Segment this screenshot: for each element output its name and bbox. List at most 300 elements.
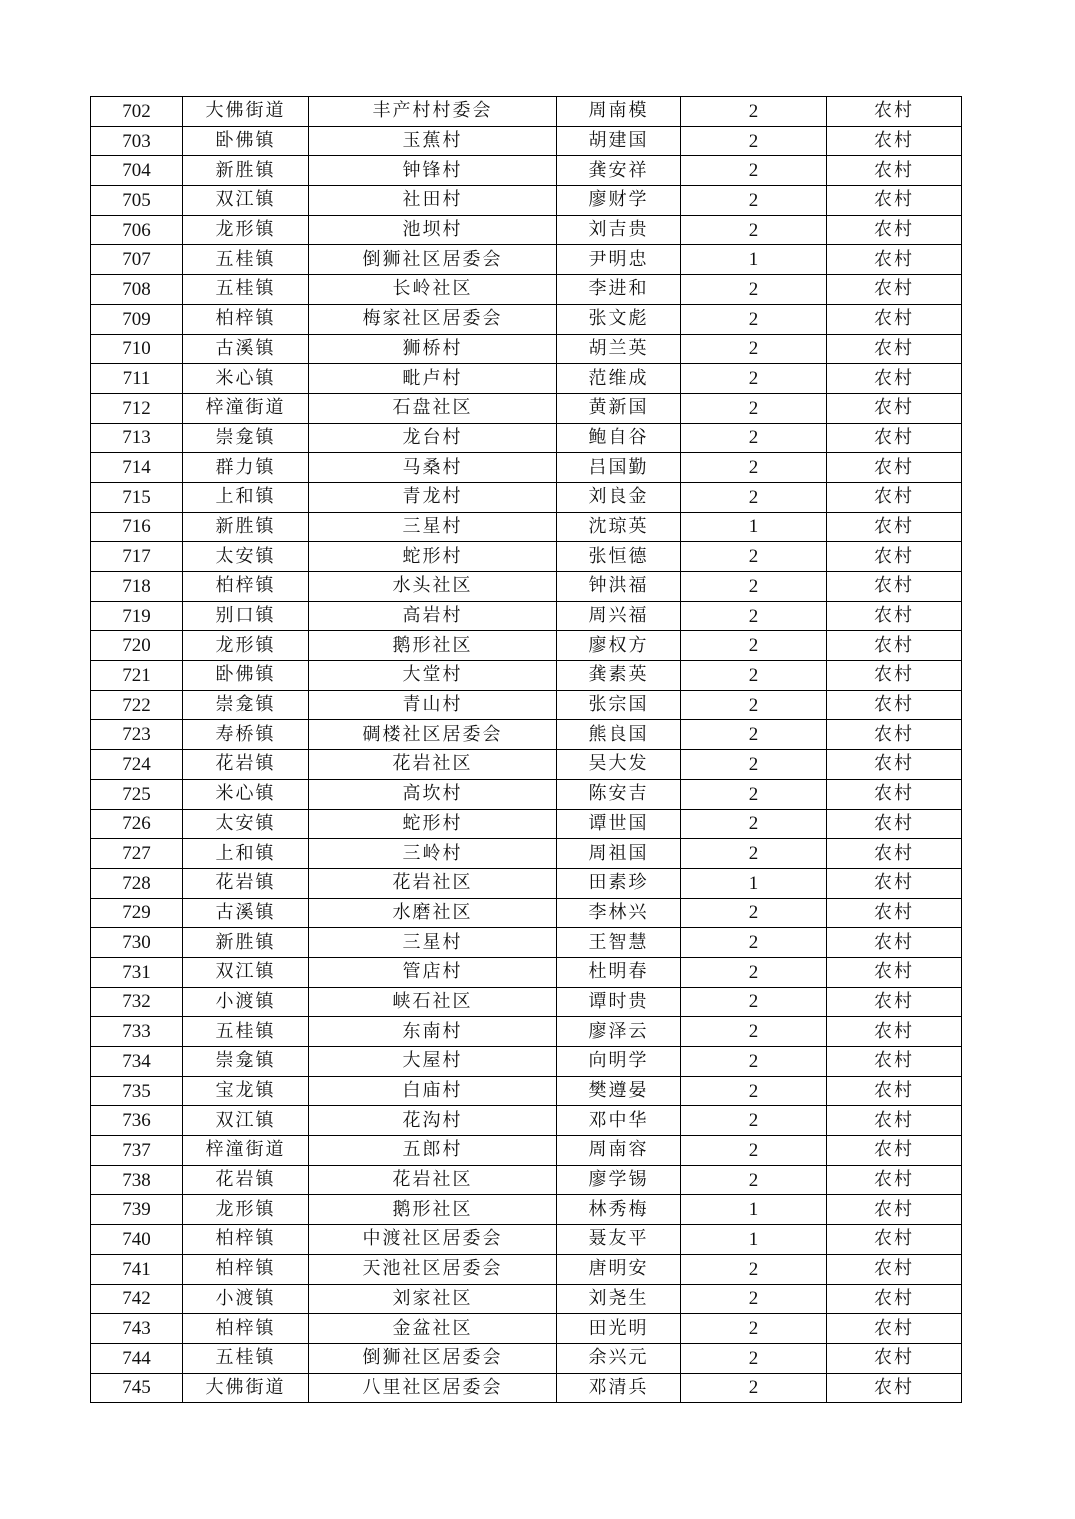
- count-cell: 2: [681, 275, 827, 305]
- town-name-cell: 龙形镇: [183, 1195, 309, 1225]
- community-name-cell: 三星村: [309, 512, 557, 542]
- category-cell: 农村: [827, 1373, 962, 1403]
- count-cell: 1: [681, 245, 827, 275]
- person-name-cell: 聂友平: [557, 1225, 681, 1255]
- table-body: [91, 97, 962, 1403]
- table-row: [91, 1136, 962, 1166]
- count-cell: 2: [681, 156, 827, 186]
- table-row: [91, 809, 962, 839]
- town-name-cell: 小渡镇: [183, 1284, 309, 1314]
- town-name-cell: 大佛街道: [183, 97, 309, 127]
- table-row: [91, 1106, 962, 1136]
- table-row: [91, 957, 962, 987]
- table-row: [91, 453, 962, 483]
- town-name-cell: 米心镇: [183, 364, 309, 394]
- town-name-cell: 古溪镇: [183, 898, 309, 928]
- community-name-cell: 花岩社区: [309, 868, 557, 898]
- category-cell: 农村: [827, 661, 962, 691]
- count-cell: 2: [681, 1106, 827, 1136]
- row-number-cell: 726: [91, 809, 183, 839]
- town-name-cell: 五桂镇: [183, 1343, 309, 1373]
- category-cell: 农村: [827, 809, 962, 839]
- community-name-cell: 鹅形社区: [309, 631, 557, 661]
- town-name-cell: 古溪镇: [183, 334, 309, 364]
- row-number-cell: 740: [91, 1225, 183, 1255]
- person-name-cell: 范维成: [557, 364, 681, 394]
- row-number-cell: 717: [91, 542, 183, 572]
- community-name-cell: 玉蕉村: [309, 126, 557, 156]
- town-name-cell: 五桂镇: [183, 245, 309, 275]
- table-row: [91, 364, 962, 394]
- row-number-cell: 728: [91, 868, 183, 898]
- person-name-cell: 刘良金: [557, 482, 681, 512]
- community-name-cell: 蛇形村: [309, 542, 557, 572]
- table-row: [91, 215, 962, 245]
- community-name-cell: 天池社区居委会: [309, 1254, 557, 1284]
- count-cell: 1: [681, 1195, 827, 1225]
- count-cell: 2: [681, 1017, 827, 1047]
- community-name-cell: 梅家社区居委会: [309, 304, 557, 334]
- category-cell: 农村: [827, 928, 962, 958]
- category-cell: 农村: [827, 1106, 962, 1136]
- person-name-cell: 廖学锡: [557, 1165, 681, 1195]
- category-cell: 农村: [827, 215, 962, 245]
- community-name-cell: 倒狮社区居委会: [309, 245, 557, 275]
- count-cell: 2: [681, 957, 827, 987]
- row-number-cell: 729: [91, 898, 183, 928]
- person-name-cell: 钟洪福: [557, 572, 681, 602]
- category-cell: 农村: [827, 779, 962, 809]
- town-name-cell: 双江镇: [183, 186, 309, 216]
- table-row: [91, 1076, 962, 1106]
- count-cell: 2: [681, 482, 827, 512]
- table-row: [91, 542, 962, 572]
- person-name-cell: 唐明安: [557, 1254, 681, 1284]
- table-row: [91, 750, 962, 780]
- person-name-cell: 樊遵晏: [557, 1076, 681, 1106]
- person-name-cell: 廖泽云: [557, 1017, 681, 1047]
- count-cell: 2: [681, 1136, 827, 1166]
- category-cell: 农村: [827, 957, 962, 987]
- community-name-cell: 中渡社区居委会: [309, 1225, 557, 1255]
- row-number-cell: 709: [91, 304, 183, 334]
- record-table: [90, 96, 962, 1403]
- community-name-cell: 青山村: [309, 690, 557, 720]
- row-number-cell: 725: [91, 779, 183, 809]
- table-row: [91, 482, 962, 512]
- count-cell: 2: [681, 334, 827, 364]
- row-number-cell: 734: [91, 1047, 183, 1077]
- category-cell: 农村: [827, 631, 962, 661]
- table-row: [91, 987, 962, 1017]
- count-cell: 2: [681, 1373, 827, 1403]
- row-number-cell: 730: [91, 928, 183, 958]
- person-name-cell: 刘吉贵: [557, 215, 681, 245]
- row-number-cell: 708: [91, 275, 183, 305]
- town-name-cell: 五桂镇: [183, 1017, 309, 1047]
- count-cell: 2: [681, 1314, 827, 1344]
- town-name-cell: 五桂镇: [183, 275, 309, 305]
- person-name-cell: 王智慧: [557, 928, 681, 958]
- category-cell: 农村: [827, 1017, 962, 1047]
- table-row: [91, 275, 962, 305]
- count-cell: 2: [681, 839, 827, 869]
- community-name-cell: 白庙村: [309, 1076, 557, 1106]
- table-row: [91, 1195, 962, 1225]
- count-cell: 2: [681, 1343, 827, 1373]
- community-name-cell: 东南村: [309, 1017, 557, 1047]
- community-name-cell: 五郎村: [309, 1136, 557, 1166]
- person-name-cell: 鲍自谷: [557, 423, 681, 453]
- category-cell: 农村: [827, 1343, 962, 1373]
- count-cell: 2: [681, 423, 827, 453]
- category-cell: 农村: [827, 482, 962, 512]
- category-cell: 农村: [827, 898, 962, 928]
- count-cell: 2: [681, 720, 827, 750]
- category-cell: 农村: [827, 334, 962, 364]
- person-name-cell: 李林兴: [557, 898, 681, 928]
- category-cell: 农村: [827, 186, 962, 216]
- community-name-cell: 大屋村: [309, 1047, 557, 1077]
- town-name-cell: 柏梓镇: [183, 304, 309, 334]
- person-name-cell: 廖权方: [557, 631, 681, 661]
- town-name-cell: 太安镇: [183, 542, 309, 572]
- category-cell: 农村: [827, 275, 962, 305]
- count-cell: 2: [681, 1284, 827, 1314]
- table-row: [91, 156, 962, 186]
- table-row: [91, 97, 962, 127]
- count-cell: 2: [681, 1047, 827, 1077]
- table-row: [91, 601, 962, 631]
- row-number-cell: 711: [91, 364, 183, 394]
- row-number-cell: 724: [91, 750, 183, 780]
- table-row: [91, 334, 962, 364]
- community-name-cell: 高岩村: [309, 601, 557, 631]
- row-number-cell: 716: [91, 512, 183, 542]
- row-number-cell: 712: [91, 393, 183, 423]
- row-number-cell: 720: [91, 631, 183, 661]
- category-cell: 农村: [827, 601, 962, 631]
- person-name-cell: 林秀梅: [557, 1195, 681, 1225]
- community-name-cell: 青龙村: [309, 482, 557, 512]
- row-number-cell: 731: [91, 957, 183, 987]
- table-row: [91, 1343, 962, 1373]
- person-name-cell: 邓清兵: [557, 1373, 681, 1403]
- row-number-cell: 736: [91, 1106, 183, 1136]
- count-cell: 2: [681, 215, 827, 245]
- count-cell: 2: [681, 661, 827, 691]
- category-cell: 农村: [827, 393, 962, 423]
- table-row: [91, 1225, 962, 1255]
- community-name-cell: 水磨社区: [309, 898, 557, 928]
- town-name-cell: 梓潼街道: [183, 1136, 309, 1166]
- row-number-cell: 745: [91, 1373, 183, 1403]
- person-name-cell: 谭时贵: [557, 987, 681, 1017]
- town-name-cell: 别口镇: [183, 601, 309, 631]
- town-name-cell: 大佛街道: [183, 1373, 309, 1403]
- person-name-cell: 周南模: [557, 97, 681, 127]
- person-name-cell: 周南容: [557, 1136, 681, 1166]
- row-number-cell: 744: [91, 1343, 183, 1373]
- count-cell: 2: [681, 572, 827, 602]
- row-number-cell: 741: [91, 1254, 183, 1284]
- town-name-cell: 花岩镇: [183, 868, 309, 898]
- person-name-cell: 张宗国: [557, 690, 681, 720]
- row-number-cell: 733: [91, 1017, 183, 1047]
- count-cell: 2: [681, 690, 827, 720]
- town-name-cell: 花岩镇: [183, 750, 309, 780]
- town-name-cell: 新胜镇: [183, 928, 309, 958]
- row-number-cell: 705: [91, 186, 183, 216]
- community-name-cell: 丰产村村委会: [309, 97, 557, 127]
- community-name-cell: 峡石社区: [309, 987, 557, 1017]
- person-name-cell: 张文彪: [557, 304, 681, 334]
- community-name-cell: 管店村: [309, 957, 557, 987]
- count-cell: 2: [681, 1076, 827, 1106]
- count-cell: 2: [681, 453, 827, 483]
- count-cell: 1: [681, 512, 827, 542]
- category-cell: 农村: [827, 364, 962, 394]
- person-name-cell: 田素珍: [557, 868, 681, 898]
- community-name-cell: 龙台村: [309, 423, 557, 453]
- row-number-cell: 739: [91, 1195, 183, 1225]
- person-name-cell: 尹明忠: [557, 245, 681, 275]
- count-cell: 2: [681, 97, 827, 127]
- table-row: [91, 631, 962, 661]
- category-cell: 农村: [827, 1225, 962, 1255]
- community-name-cell: 马桑村: [309, 453, 557, 483]
- count-cell: 2: [681, 364, 827, 394]
- community-name-cell: 三星村: [309, 928, 557, 958]
- person-name-cell: 张恒德: [557, 542, 681, 572]
- town-name-cell: 新胜镇: [183, 156, 309, 186]
- count-cell: 2: [681, 631, 827, 661]
- category-cell: 农村: [827, 1254, 962, 1284]
- person-name-cell: 田光明: [557, 1314, 681, 1344]
- count-cell: 2: [681, 601, 827, 631]
- table-row: [91, 126, 962, 156]
- count-cell: 1: [681, 868, 827, 898]
- row-number-cell: 718: [91, 572, 183, 602]
- table-row: [91, 898, 962, 928]
- table-row: [91, 1017, 962, 1047]
- count-cell: 2: [681, 750, 827, 780]
- town-name-cell: 寿桥镇: [183, 720, 309, 750]
- row-number-cell: 722: [91, 690, 183, 720]
- town-name-cell: 双江镇: [183, 957, 309, 987]
- table-row: [91, 839, 962, 869]
- community-name-cell: 水头社区: [309, 572, 557, 602]
- town-name-cell: 宝龙镇: [183, 1076, 309, 1106]
- person-name-cell: 邓中华: [557, 1106, 681, 1136]
- count-cell: 2: [681, 809, 827, 839]
- community-name-cell: 池坝村: [309, 215, 557, 245]
- table-row: [91, 661, 962, 691]
- row-number-cell: 714: [91, 453, 183, 483]
- person-name-cell: 胡兰英: [557, 334, 681, 364]
- row-number-cell: 719: [91, 601, 183, 631]
- town-name-cell: 新胜镇: [183, 512, 309, 542]
- category-cell: 农村: [827, 690, 962, 720]
- community-name-cell: 花岩社区: [309, 1165, 557, 1195]
- count-cell: 2: [681, 186, 827, 216]
- town-name-cell: 上和镇: [183, 482, 309, 512]
- person-name-cell: 谭世国: [557, 809, 681, 839]
- table-row: [91, 572, 962, 602]
- category-cell: 农村: [827, 156, 962, 186]
- category-cell: 农村: [827, 126, 962, 156]
- town-name-cell: 崇龛镇: [183, 1047, 309, 1077]
- town-name-cell: 米心镇: [183, 779, 309, 809]
- community-name-cell: 大堂村: [309, 661, 557, 691]
- town-name-cell: 上和镇: [183, 839, 309, 869]
- category-cell: 农村: [827, 542, 962, 572]
- person-name-cell: 李进和: [557, 275, 681, 305]
- town-name-cell: 龙形镇: [183, 215, 309, 245]
- town-name-cell: 梓潼街道: [183, 393, 309, 423]
- count-cell: 2: [681, 987, 827, 1017]
- community-name-cell: 社田村: [309, 186, 557, 216]
- row-number-cell: 742: [91, 1284, 183, 1314]
- row-number-cell: 713: [91, 423, 183, 453]
- table-row: [91, 1373, 962, 1403]
- row-number-cell: 704: [91, 156, 183, 186]
- table-row: [91, 928, 962, 958]
- table-row: [91, 1284, 962, 1314]
- table-row: [91, 1254, 962, 1284]
- row-number-cell: 702: [91, 97, 183, 127]
- category-cell: 农村: [827, 1136, 962, 1166]
- row-number-cell: 723: [91, 720, 183, 750]
- count-cell: 1: [681, 1225, 827, 1255]
- row-number-cell: 732: [91, 987, 183, 1017]
- count-cell: 2: [681, 126, 827, 156]
- count-cell: 2: [681, 1165, 827, 1195]
- person-name-cell: 刘尧生: [557, 1284, 681, 1314]
- community-name-cell: 石盘社区: [309, 393, 557, 423]
- category-cell: 农村: [827, 750, 962, 780]
- row-number-cell: 710: [91, 334, 183, 364]
- person-name-cell: 胡建国: [557, 126, 681, 156]
- row-number-cell: 707: [91, 245, 183, 275]
- town-name-cell: 柏梓镇: [183, 572, 309, 602]
- community-name-cell: 刘家社区: [309, 1284, 557, 1314]
- category-cell: 农村: [827, 1284, 962, 1314]
- community-name-cell: 花沟村: [309, 1106, 557, 1136]
- row-number-cell: 706: [91, 215, 183, 245]
- person-name-cell: 周兴福: [557, 601, 681, 631]
- table-row: [91, 690, 962, 720]
- table-row: [91, 1165, 962, 1195]
- person-name-cell: 黄新国: [557, 393, 681, 423]
- person-name-cell: 龚安祥: [557, 156, 681, 186]
- community-name-cell: 倒狮社区居委会: [309, 1343, 557, 1373]
- table-row: [91, 868, 962, 898]
- category-cell: 农村: [827, 512, 962, 542]
- town-name-cell: 群力镇: [183, 453, 309, 483]
- community-name-cell: 长岭社区: [309, 275, 557, 305]
- category-cell: 农村: [827, 1076, 962, 1106]
- person-name-cell: 陈安吉: [557, 779, 681, 809]
- community-name-cell: 三岭村: [309, 839, 557, 869]
- count-cell: 2: [681, 779, 827, 809]
- community-name-cell: 高坎村: [309, 779, 557, 809]
- town-name-cell: 龙形镇: [183, 631, 309, 661]
- row-number-cell: 735: [91, 1076, 183, 1106]
- row-number-cell: 738: [91, 1165, 183, 1195]
- row-number-cell: 727: [91, 839, 183, 869]
- person-name-cell: 吕国勤: [557, 453, 681, 483]
- town-name-cell: 双江镇: [183, 1106, 309, 1136]
- community-name-cell: 鹅形社区: [309, 1195, 557, 1225]
- category-cell: 农村: [827, 453, 962, 483]
- count-cell: 2: [681, 898, 827, 928]
- row-number-cell: 743: [91, 1314, 183, 1344]
- person-name-cell: 廖财学: [557, 186, 681, 216]
- community-name-cell: 八里社区居委会: [309, 1373, 557, 1403]
- category-cell: 农村: [827, 304, 962, 334]
- town-name-cell: 太安镇: [183, 809, 309, 839]
- person-name-cell: 沈琼英: [557, 512, 681, 542]
- community-name-cell: 花岩社区: [309, 750, 557, 780]
- table-row: [91, 1047, 962, 1077]
- town-name-cell: 小渡镇: [183, 987, 309, 1017]
- table-row: [91, 304, 962, 334]
- town-name-cell: 柏梓镇: [183, 1314, 309, 1344]
- community-name-cell: 钟锋村: [309, 156, 557, 186]
- row-number-cell: 737: [91, 1136, 183, 1166]
- person-name-cell: 杜明春: [557, 957, 681, 987]
- table-row: [91, 423, 962, 453]
- category-cell: 农村: [827, 987, 962, 1017]
- table-row: [91, 1314, 962, 1344]
- town-name-cell: 崇龛镇: [183, 690, 309, 720]
- person-name-cell: 吴大发: [557, 750, 681, 780]
- category-cell: 农村: [827, 1165, 962, 1195]
- person-name-cell: 余兴元: [557, 1343, 681, 1373]
- community-name-cell: 狮桥村: [309, 334, 557, 364]
- table-row: [91, 779, 962, 809]
- community-name-cell: 碉楼社区居委会: [309, 720, 557, 750]
- town-name-cell: 崇龛镇: [183, 423, 309, 453]
- category-cell: 农村: [827, 423, 962, 453]
- community-name-cell: 金盆社区: [309, 1314, 557, 1344]
- count-cell: 2: [681, 304, 827, 334]
- town-name-cell: 柏梓镇: [183, 1254, 309, 1284]
- count-cell: 2: [681, 542, 827, 572]
- count-cell: 2: [681, 393, 827, 423]
- category-cell: 农村: [827, 245, 962, 275]
- category-cell: 农村: [827, 720, 962, 750]
- category-cell: 农村: [827, 97, 962, 127]
- table-row: [91, 512, 962, 542]
- person-name-cell: 熊良国: [557, 720, 681, 750]
- community-name-cell: 毗卢村: [309, 364, 557, 394]
- table-row: [91, 245, 962, 275]
- community-name-cell: 蛇形村: [309, 809, 557, 839]
- town-name-cell: 柏梓镇: [183, 1225, 309, 1255]
- count-cell: 2: [681, 1254, 827, 1284]
- table-row: [91, 720, 962, 750]
- person-name-cell: 龚素英: [557, 661, 681, 691]
- row-number-cell: 721: [91, 661, 183, 691]
- category-cell: 农村: [827, 1314, 962, 1344]
- person-name-cell: 周祖国: [557, 839, 681, 869]
- count-cell: 2: [681, 928, 827, 958]
- category-cell: 农村: [827, 1195, 962, 1225]
- category-cell: 农村: [827, 839, 962, 869]
- category-cell: 农村: [827, 868, 962, 898]
